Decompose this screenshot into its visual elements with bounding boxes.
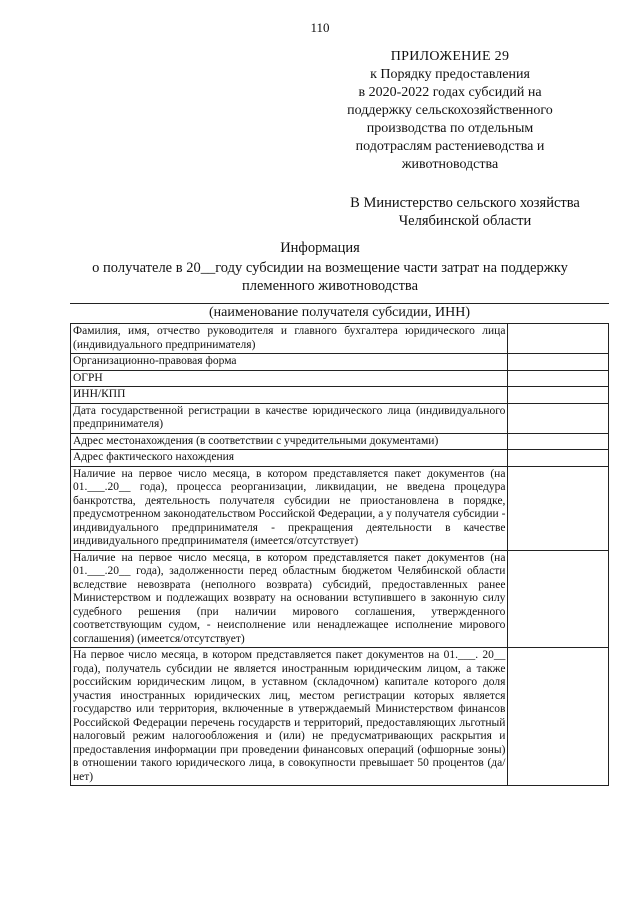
subtitle-line: племенного животноводства	[241, 278, 419, 294]
info-table	[70, 323, 609, 786]
appendix-line: в 2020-2022 годах субсидий на	[358, 85, 542, 100]
recipient-name-line[interactable]	[70, 303, 609, 304]
row-value-cell[interactable]	[508, 450, 609, 467]
table-row	[71, 354, 609, 371]
row-value-cell[interactable]	[508, 403, 609, 433]
row-value-cell[interactable]	[508, 648, 609, 786]
addressee-block	[330, 194, 600, 230]
row-value-cell[interactable]	[508, 466, 609, 550]
appendix-line: производства по отдельным	[366, 121, 534, 136]
addressee-line: В Министерство сельского хозяйства	[350, 195, 580, 211]
table-row	[71, 648, 609, 786]
addressee-line: Челябинской области	[398, 213, 532, 229]
row-value-cell[interactable]	[508, 387, 609, 404]
row-value-cell[interactable]	[508, 433, 609, 450]
row-label: Дата государственной регистрации в качестве юридического лица (индивидуального предпринимателя)	[71, 403, 508, 433]
row-label: Организационно-правовая форма	[71, 354, 508, 371]
row-value-cell[interactable]	[508, 354, 609, 371]
appendix-title: ПРИЛОЖЕНИЕ 29	[390, 49, 510, 64]
row-value-cell[interactable]	[508, 370, 609, 387]
table-row	[71, 403, 609, 433]
document-title: Информация	[280, 240, 360, 256]
table-row	[71, 370, 609, 387]
appendix-block	[320, 48, 580, 174]
row-label: Фамилия, имя, отчество руководителя и главного бухгалтера юридического лица (индивидуального предпринимателя)	[71, 324, 508, 354]
table-row	[71, 466, 609, 550]
row-label: ОГРН	[71, 370, 508, 387]
appendix-line: животноводства	[401, 157, 499, 172]
row-label: На первое число месяца, в котором представляется пакет документов на 01.___. 20__ года), получатель субсидии не является иностранным юридическим лицом, а также российским юридическим лицом, в уставном (складочном) капитале которого доля участия иностранных юридических лиц, местом регистрации которых является государство или территория, включенные в утверждаемый Министерством финансов Российской Федерации перечень государств и территорий, предоставляющих льготный налоговый режим налогообложения и (или) не предусматривающих раскрытия и предоставления информации при проведении финансовых операций (офшорные зоны) в отношении такого юридического лица, в совокупности превышает 50 процентов (да/нет)	[71, 648, 508, 786]
table-row	[71, 433, 609, 450]
row-value-cell[interactable]	[508, 324, 609, 354]
row-label: Наличие на первое число месяца, в котором представляется пакет документов (на 01.___.20__ года), процесса реорганизации, ликвидации, не введена процедура банкротства, деятельность получателя субсидии не приостановлена в порядке, предусмотренном законодательством Российской Федерации, а у получателя субсидии - индивидуального предпринимателя - прекращения деятельности в качестве индивидуального предпринимателя (имеется/отсутствует)	[71, 466, 508, 550]
appendix-line: поддержку сельскохозяйственного	[347, 103, 553, 118]
row-value-cell[interactable]	[508, 550, 609, 648]
table-row	[71, 550, 609, 648]
document-subtitle	[40, 259, 620, 295]
page-number: 110	[310, 20, 330, 35]
appendix-line: подотраслям растениеводства и	[355, 139, 545, 154]
row-label: ИНН/КПП	[71, 387, 508, 404]
row-label: Наличие на первое число месяца, в котором представляется пакет документов (на 01.___.20__ года), задолженности перед областным бюджетом Челябинской области вследствие невозврата (неполного возврата) субсидий, предоставленных ранее Министерством и подлежащих возврату на основании вступившего в законную силу судебного решения (при наличии мирового соглашения, утвержденного соответствующим судом, - неисполнение или ненадлежащее исполнение мирового соглашения) (имеется/отсутствует)	[71, 550, 508, 648]
recipient-caption: (наименование получателя субсидии, ИНН)	[209, 305, 470, 320]
table-row	[71, 387, 609, 404]
row-label: Адрес фактического нахождения	[71, 450, 508, 467]
table-row	[71, 450, 609, 467]
subtitle-line: о получателе в 20__году субсидии на возмещение части затрат на поддержку	[92, 260, 568, 276]
row-label: Адрес местонахождения (в соответствии с учредительными документами)	[71, 433, 508, 450]
table-row	[71, 324, 609, 354]
appendix-line: к Порядку предоставления	[370, 67, 530, 82]
